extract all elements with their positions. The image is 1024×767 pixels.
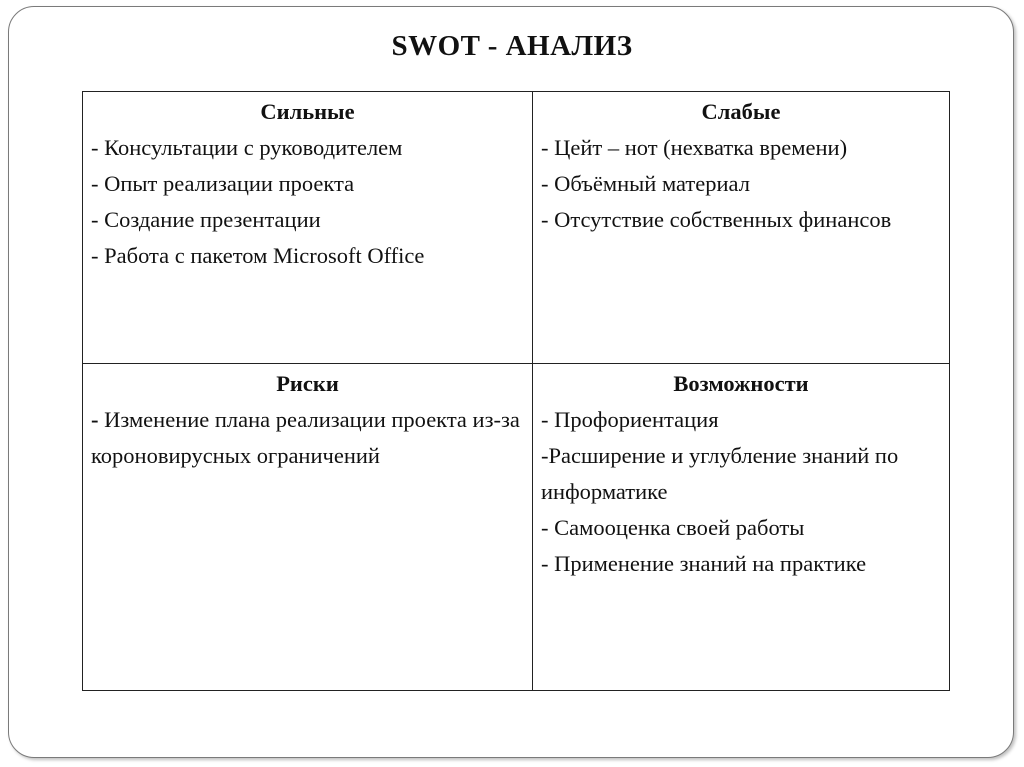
- weaknesses-item: - Отсутствие собственных финансов: [541, 207, 892, 232]
- swot-row-bottom: [83, 364, 950, 691]
- threats-item: [91, 402, 524, 474]
- strengths-item: - Консультации с руководителем: [91, 135, 403, 160]
- threats-item-dash: -: [91, 407, 99, 432]
- strengths-item: - Создание презентации: [91, 207, 321, 232]
- swot-row-top: [83, 92, 950, 364]
- opportunities-heading: Возможности: [673, 371, 809, 396]
- strengths-list: [91, 130, 524, 274]
- opportunities-cell: [533, 364, 950, 691]
- threats-heading: Риски: [276, 371, 339, 396]
- strengths-heading: Сильные: [260, 99, 355, 124]
- slide-title: SWOT - АНАЛИЗ: [391, 30, 633, 62]
- strengths-item: - Работа с пакетом Microsoft Office: [91, 243, 425, 268]
- weaknesses-cell: [533, 92, 950, 364]
- opportunities-item: - Профориентация: [541, 407, 719, 432]
- weaknesses-item: - Объёмный материал: [541, 171, 750, 196]
- weaknesses-heading: Слабые: [701, 99, 781, 124]
- opportunities-list: [541, 402, 941, 582]
- strengths-cell: [83, 92, 533, 364]
- threats-cell: [83, 364, 533, 691]
- opportunities-item: - Самооценка своей работы: [541, 515, 805, 540]
- threats-list: [91, 402, 524, 474]
- opportunities-item: - Применение знаний на практике: [541, 551, 867, 576]
- threats-item-text: Изменение плана реализации проекта из-за короновирусных ограничений: [91, 407, 520, 468]
- weaknesses-list: [541, 130, 941, 238]
- weaknesses-item: - Цейт – нот (нехватка времени): [541, 135, 848, 160]
- opportunities-item: -Расширение и углубление знаний по информатике: [541, 443, 899, 504]
- strengths-item: - Опыт реализации проекта: [91, 171, 355, 196]
- swot-table: [82, 91, 950, 691]
